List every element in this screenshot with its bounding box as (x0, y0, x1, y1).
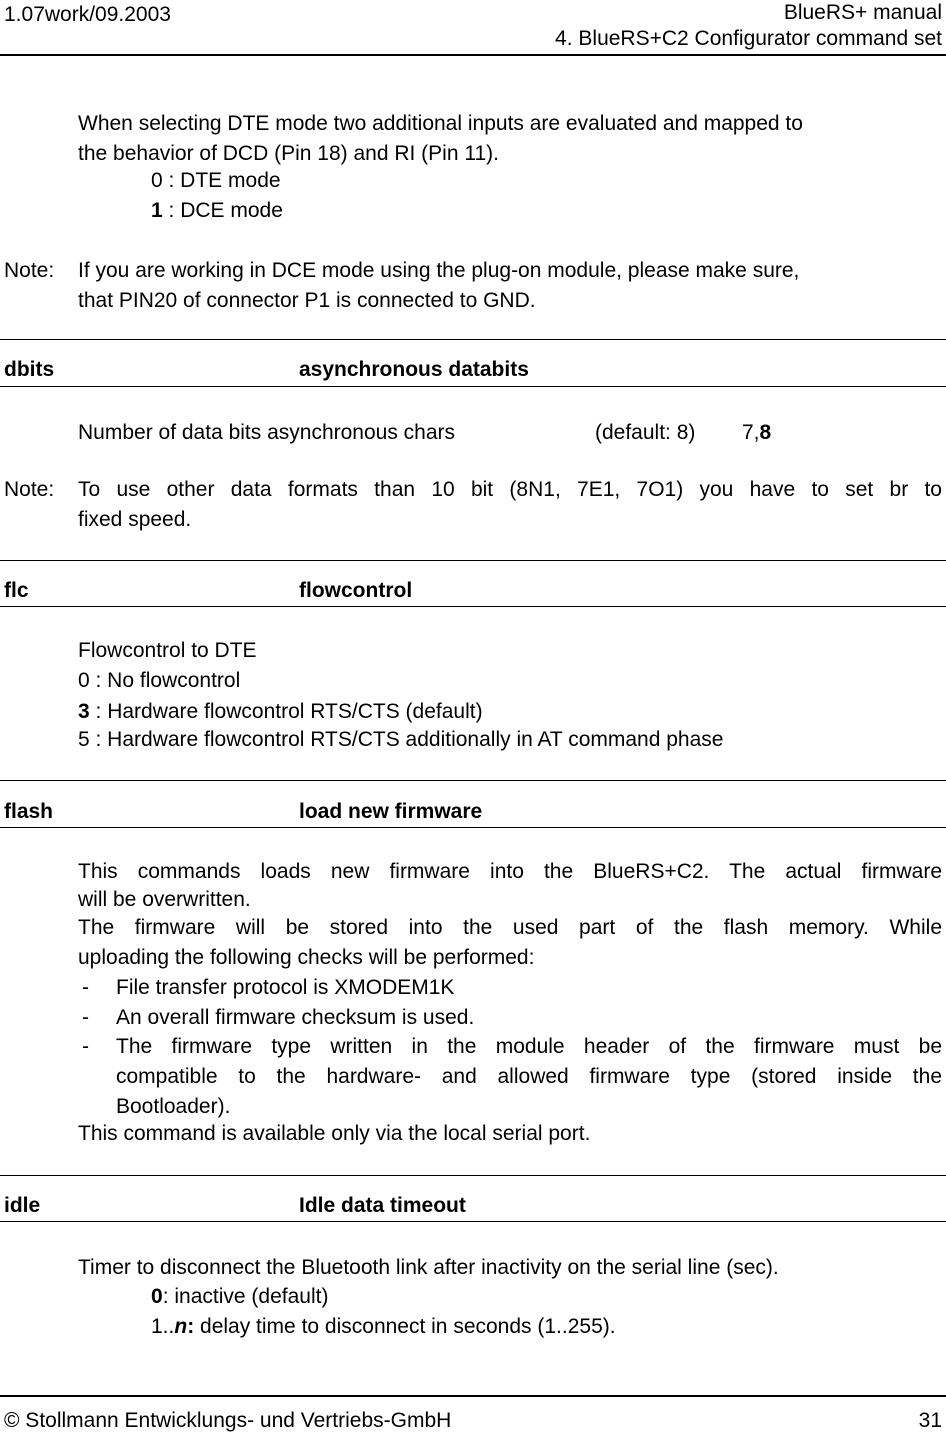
flc-rule-top (0, 560, 946, 561)
idle-description: Timer to disconnect the Bluetooth link after inactivity on the serial line (sec). (78, 1256, 779, 1279)
flash-paragraph-2 (78, 913, 942, 973)
idle-option-0-value: 0 (151, 1285, 163, 1308)
flash-p2-line-1: The firmware will be stored into the used part of the flash memory. While (78, 916, 942, 939)
idle-option-n-colon: : (187, 1315, 195, 1338)
dbits-rule-bottom (0, 386, 946, 387)
idle-command-title: Idle data timeout (299, 1194, 466, 1217)
flash-bullet-2: An overall firmware checksum is used. (116, 1006, 475, 1029)
flash-p1-line-1: This commands loads new firmware into the BlueRS+C2. The actual firmware (78, 860, 942, 883)
header-manual-title (555, 0, 942, 52)
note-1-line-2: that PIN20 of connector P1 is connected to GND. (78, 289, 536, 312)
note-1-text (78, 256, 942, 316)
flash-command-name: flash (4, 800, 54, 823)
flash-closing: This command is available only via the local serial port. (78, 1122, 591, 1145)
dbits-default: (default: 8) (595, 421, 696, 444)
flash-p1-line-2: will be overwritten. (78, 888, 251, 911)
idle-option-n (151, 1312, 616, 1342)
header-chapter-title: 4. BlueRS+C2 Configurator command set (555, 27, 942, 50)
footer-copyright: © Stollmann Entwicklungs- und Vertriebs-GmbH (4, 1409, 452, 1432)
header-rule (0, 54, 946, 56)
dbits-value-7: 7, (742, 421, 760, 444)
dbits-command-title: asynchronous databits (299, 358, 529, 381)
dbits-command-name: dbits (4, 358, 55, 381)
idle-option-0 (151, 1282, 328, 1312)
dbits-values (742, 418, 771, 448)
idle-rule-bottom (0, 1221, 946, 1222)
intro-option-1-value: 1 (151, 199, 163, 222)
note-1-label: Note: (4, 259, 55, 282)
footer-page-number: 31 (918, 1409, 942, 1432)
flash-bullet-1: File transfer protocol is XMODEM1K (116, 976, 455, 999)
intro-option-1 (151, 196, 283, 226)
flash-bullet-3-dash: - (82, 1035, 89, 1058)
flc-option-3 (78, 697, 483, 727)
idle-option-n-var: n (174, 1315, 188, 1338)
flash-paragraph-1 (78, 857, 942, 913)
idle-option-n-prefix: 1.. (151, 1315, 175, 1338)
note-1-line-1: If you are working in DCE mode using the plug-on module, please make sure, (78, 259, 800, 282)
idle-rule-top (0, 1175, 946, 1176)
intro-option-1-label: : DCE mode (162, 199, 283, 222)
flash-p2-line-2: uploading the following checks will be performed: (78, 946, 535, 969)
dbits-note-label: Note: (4, 478, 55, 501)
idle-command-name: idle (4, 1194, 41, 1217)
flash-rule-bottom (0, 827, 946, 828)
intro-line-1: When selecting DTE mode two additional inputs are evaluated and mapped to (78, 112, 803, 135)
flc-option-3-label: : Hardware flowcontrol RTS/CTS (default) (89, 700, 483, 723)
dbits-value-8-default: 8 (759, 421, 772, 444)
flc-command-name: flc (4, 579, 29, 602)
dbits-rule-top (0, 339, 946, 340)
dbits-note-line-1: To use other data formats than 10 bit (8N1, 7E1, 7O1) you have to set br to (78, 478, 942, 501)
flash-bullet-3 (116, 1032, 942, 1122)
idle-option-0-label: : inactive (default) (162, 1285, 329, 1308)
flc-description: Flowcontrol to DTE (78, 639, 257, 662)
flash-bullet-2-dash: - (82, 1006, 89, 1029)
dbits-note-line-2: fixed speed. (78, 508, 192, 531)
flash-rule-top (0, 780, 946, 781)
flc-option-0: 0 : No flowcontrol (78, 669, 241, 692)
flc-option-5: 5 : Hardware flowcontrol RTS/CTS additionally in AT command phase (78, 728, 724, 751)
flash-command-title: load new firmware (299, 800, 483, 823)
flash-bullet-1-dash: - (82, 976, 89, 999)
flc-option-3-value: 3 (78, 700, 90, 723)
dbits-note-text (78, 475, 942, 535)
flash-bullet-3-line-1: The firmware type written in the module header of the firmware must be (116, 1035, 942, 1058)
flc-command-title: flowcontrol (299, 579, 413, 602)
flash-bullet-3-line-3: Bootloader). (116, 1095, 231, 1118)
intro-paragraph (78, 109, 942, 169)
intro-line-2: the behavior of DCD (Pin 18) and RI (Pin 11). (78, 142, 499, 165)
flc-rule-bottom (0, 606, 946, 607)
dbits-description: Number of data bits asynchronous chars (78, 421, 456, 444)
flash-bullet-3-line-2: compatible to the hardware- and allowed firmware type (stored inside the (116, 1065, 942, 1088)
header-manual-name: BlueRS+ manual (783, 1, 942, 24)
header-doc-version: 1.07work/09.2003 (4, 3, 171, 26)
footer-rule (0, 1395, 946, 1397)
intro-option-0: 0 : DTE mode (151, 169, 281, 192)
idle-option-n-label: delay time to disconnect in seconds (1..255). (194, 1315, 616, 1338)
